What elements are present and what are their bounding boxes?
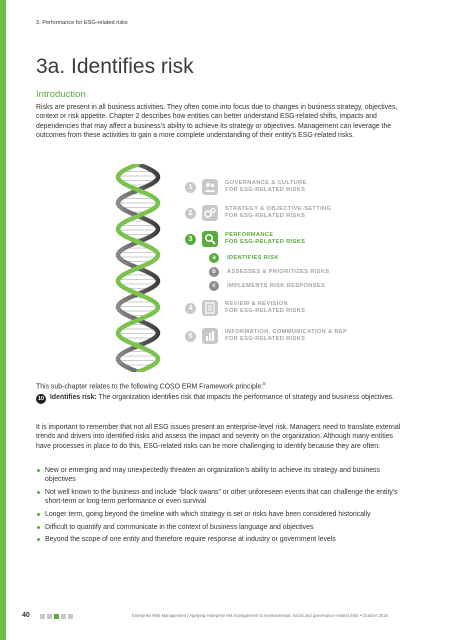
list-item: Difficult to quantify and communicate in the context of business language and objectives xyxy=(36,523,408,532)
section-label: 3. Performance for ESG-related risks xyxy=(36,20,128,26)
substep-label: IMPLEMENTS RISK RESPONSES xyxy=(227,283,326,289)
substep-identifies-risk xyxy=(209,253,279,263)
chapter-dot xyxy=(40,614,45,619)
substep-letter: b xyxy=(209,267,219,277)
step-label: PERFORMANCE FOR ESG-RELATED RISKS xyxy=(225,231,306,245)
substep-label: IDENTIFIES RISK xyxy=(227,255,279,261)
step-label: STRATEGY & OBJECTIVE-SETTING FOR ESG-RELATED RISKS xyxy=(225,205,332,219)
substep-letter: c xyxy=(209,281,219,291)
gears-icon xyxy=(202,205,218,221)
list-item: Not well known to the business and include “black swans” or other unforeseen events that can challenge the entity's short-term or long-term performance or even survival xyxy=(36,488,408,507)
step-performance xyxy=(185,231,305,247)
substep-assesses xyxy=(209,267,329,277)
step-information xyxy=(185,328,347,344)
step-number: 1 xyxy=(185,182,196,193)
list-item: Beyond the scope of one entity and therefore require response at industry or government levels xyxy=(36,535,408,544)
step-number: 3 xyxy=(185,234,196,245)
substep-letter: a xyxy=(209,253,219,263)
step-label: GOVERNANCE & CULTURE FOR ESG-RELATED RISKS xyxy=(225,179,307,193)
introduction-heading: Introduction xyxy=(36,89,86,100)
list-item: Longer term, going beyond the timeline with which strategy is set or risks have been considered historically xyxy=(36,510,408,519)
principle-badge: 10 xyxy=(37,396,45,402)
page-number: 40 xyxy=(22,612,30,619)
step-review xyxy=(185,300,305,316)
step-number: 2 xyxy=(185,208,196,219)
chapter-dot xyxy=(54,614,59,619)
bar-chart-icon xyxy=(202,328,218,344)
step-label: INFORMATION, COMMUNICATION & REP FOR ESG-RELATED RISKS xyxy=(225,328,348,342)
people-icon xyxy=(202,179,218,195)
dna-helix-graphic xyxy=(112,164,164,372)
introduction-body: Risks are present in all business activities. They often come into focus due to changes in business strategy, objectives, context or risk appetite. Chapter 2 describes how entities can better understand ESG-related shifts, impacts and dependencies that may affect a business's ability to achieve its strategy or objectives. Management can leverage the outcomes from these activities to gain a more complete understanding of their entity's ESG-related risks. xyxy=(36,104,398,140)
step-strategy xyxy=(185,205,331,221)
step-number: 5 xyxy=(185,331,196,342)
step-governance xyxy=(185,179,307,195)
principle-intro: This sub-chapter relates to the following COSO ERM Framework principle:$^5$ xyxy=(36,381,266,391)
magnifier-icon xyxy=(202,231,218,247)
footer-text: Enterprise Risk Management | Applying enterprise risk management to environmental, social and governance-related risks • October 2018 xyxy=(132,613,388,618)
chapter-dot xyxy=(68,614,73,619)
checklist-icon xyxy=(202,300,218,316)
principle-text: Identifies risk: The organization identifies risk that impacts the performance of strategy and business objectives. xyxy=(50,394,394,401)
chapter-dot xyxy=(47,614,52,619)
footnote-ref: 5 xyxy=(263,381,266,386)
body-paragraph: It is important to remember that not all ESG issues present an enterprise-level risk. Managers need to translate external trends and drivers into identified risks and assess the impact and severity on the organization. Although many entities have processes in place to do this, ESG-related risks can be more challenging to identify because they are often: xyxy=(36,424,401,450)
accent-bar xyxy=(0,0,6,640)
principle-row xyxy=(36,393,396,404)
page-title: 3a. Identifies risk xyxy=(36,55,194,78)
step-label: REVIEW & REVISION FOR ESG-RELATED RISKS xyxy=(225,300,306,314)
list-item: New or emerging and may unexpectedly threaten an organization's ability to achieve its strategy and business objectives xyxy=(36,466,408,485)
step-number: 4 xyxy=(185,303,196,314)
chapter-progress-dots xyxy=(40,614,73,619)
chapter-dot xyxy=(61,614,66,619)
bullet-list xyxy=(36,466,408,548)
substep-implements xyxy=(209,281,325,291)
substep-label: ASSESSES & PRIORITIZES RISKS xyxy=(227,269,330,275)
